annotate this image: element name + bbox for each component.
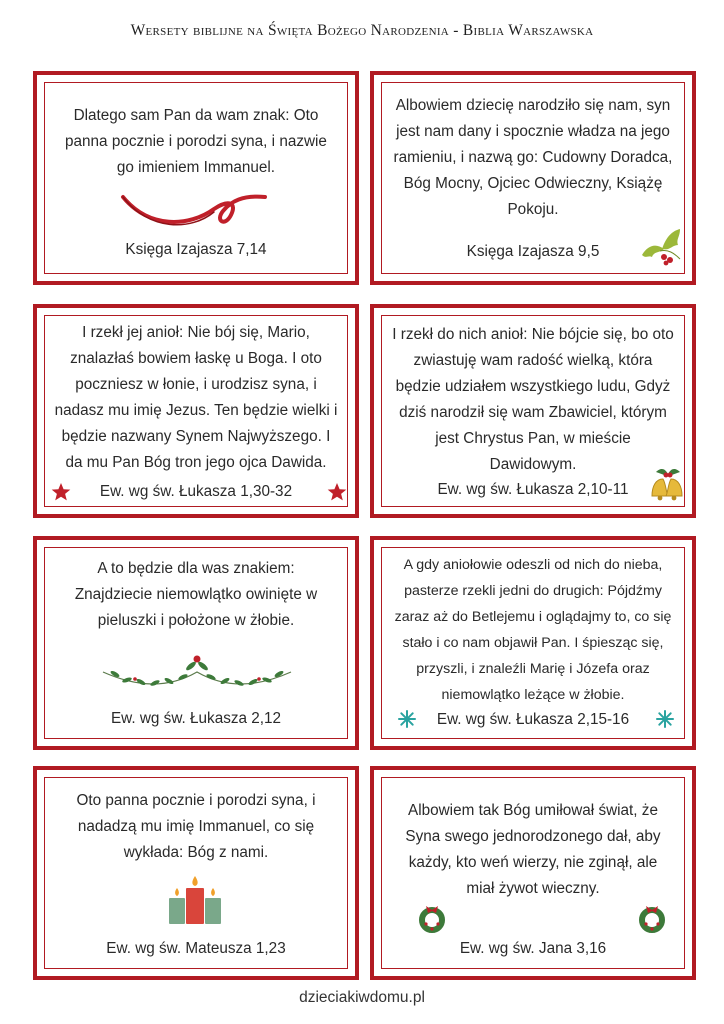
verse-card-7 — [33, 766, 359, 980]
verse-text: Albowiem tak Bóg umiłował świat, że Syna swego jednorodzonego dał, aby każdy, kto weń wierzy, nie zginął, ale miał żywot wieczny. — [405, 802, 661, 897]
verse-text: I rzekł do nich anioł: Nie bójcie się, bo oto zwiastuję wam radość wielką, która będzie udziałem wszystkiego ludu, Gdyż dziś narodził się wam Zbawiciel, którym jest Chrystus Pan, w mieście Dawidowym. — [392, 326, 674, 473]
verse-reference: Księga Izajasza 9,5 — [466, 243, 600, 260]
verse-reference: Księga Izajasza 7,14 — [125, 241, 267, 258]
wreath-icon — [636, 902, 668, 934]
verse-text: A gdy aniołowie odeszli od nich do nieba, pasterze rzekli jedni do drugich: Pójdźmy zaraz aż do Betlejemu i oglądajmy to, co się stało i co nam objawił Pan. I śpiesząc się, przyszli, i znaleźli Marię i Józefa oraz niemowlątko leżące w żłobie. — [394, 557, 672, 703]
verse-card-8 — [370, 766, 696, 980]
snowflake-icon — [656, 710, 674, 728]
verse-text: A to będzie dla was znakiem: Znajdziecie niemowlątko owinięte w pieluszki i położone w żłobie. — [74, 560, 318, 629]
verse-card-4 — [370, 304, 696, 518]
holly-icon — [640, 227, 684, 267]
bells-icon — [644, 466, 690, 502]
verse-reference: Ew. wg św. Łukasza 2,12 — [110, 710, 282, 727]
garland-icon — [99, 650, 295, 694]
candles-icon — [167, 874, 223, 926]
verse-card-1 — [33, 71, 359, 285]
verse-reference: Ew. wg św. Łukasza 2,10-11 — [437, 481, 629, 498]
verse-card-5 — [33, 536, 359, 750]
wreath-icon — [416, 902, 448, 934]
site-footer: dzieciakiwdomu.pl — [299, 989, 425, 1006]
verse-reference: Ew. wg św. Mateusza 1,23 — [106, 940, 286, 957]
verse-reference: Ew. wg św. Jana 3,16 — [459, 940, 607, 957]
verse-text: Dlatego sam Pan da wam znak: Oto panna pocznie i porodzi syna, i nazwie go imieniem Immanuel. — [65, 107, 327, 176]
verse-text: Albowiem dziecię narodziło się nam, syn jest nam dany i spocznie władza na jego ramieniu, i nazwą go: Cudowny Doradca, Bóg Mocny, Ojciec Odwieczny, Książę Pokoju. — [393, 97, 673, 218]
verse-text: Oto panna pocznie i porodzi syna, i nadadzą mu imię Immanuel, co się wykłada: Bóg z nami. — [76, 792, 316, 861]
verse-card-6 — [370, 536, 696, 750]
verse-text: I rzekł jej anioł: Nie bój się, Mario, znalazłaś bowiem łaskę u Boga. I oto poczniesz w łonie, i urodzisz syna, i nadasz mu imię Jezus. Ten będzie wielki i będzie nazwany Synem Najwyższego. I da mu Pan Bóg tron jego ojca Dawida. — [54, 324, 338, 471]
verse-reference: Ew. wg św. Łukasza 1,30-32 — [99, 483, 293, 500]
ribbon-icon — [119, 187, 269, 237]
verse-reference: Ew. wg św. Łukasza 2,15-16 — [436, 711, 630, 728]
page-title: Wersety biblijne na Święta Bożego Narodzenia - Biblia Warszawska — [130, 22, 594, 39]
verse-card-3 — [33, 304, 359, 518]
star-icon — [327, 482, 347, 502]
verse-card-2 — [370, 71, 696, 285]
